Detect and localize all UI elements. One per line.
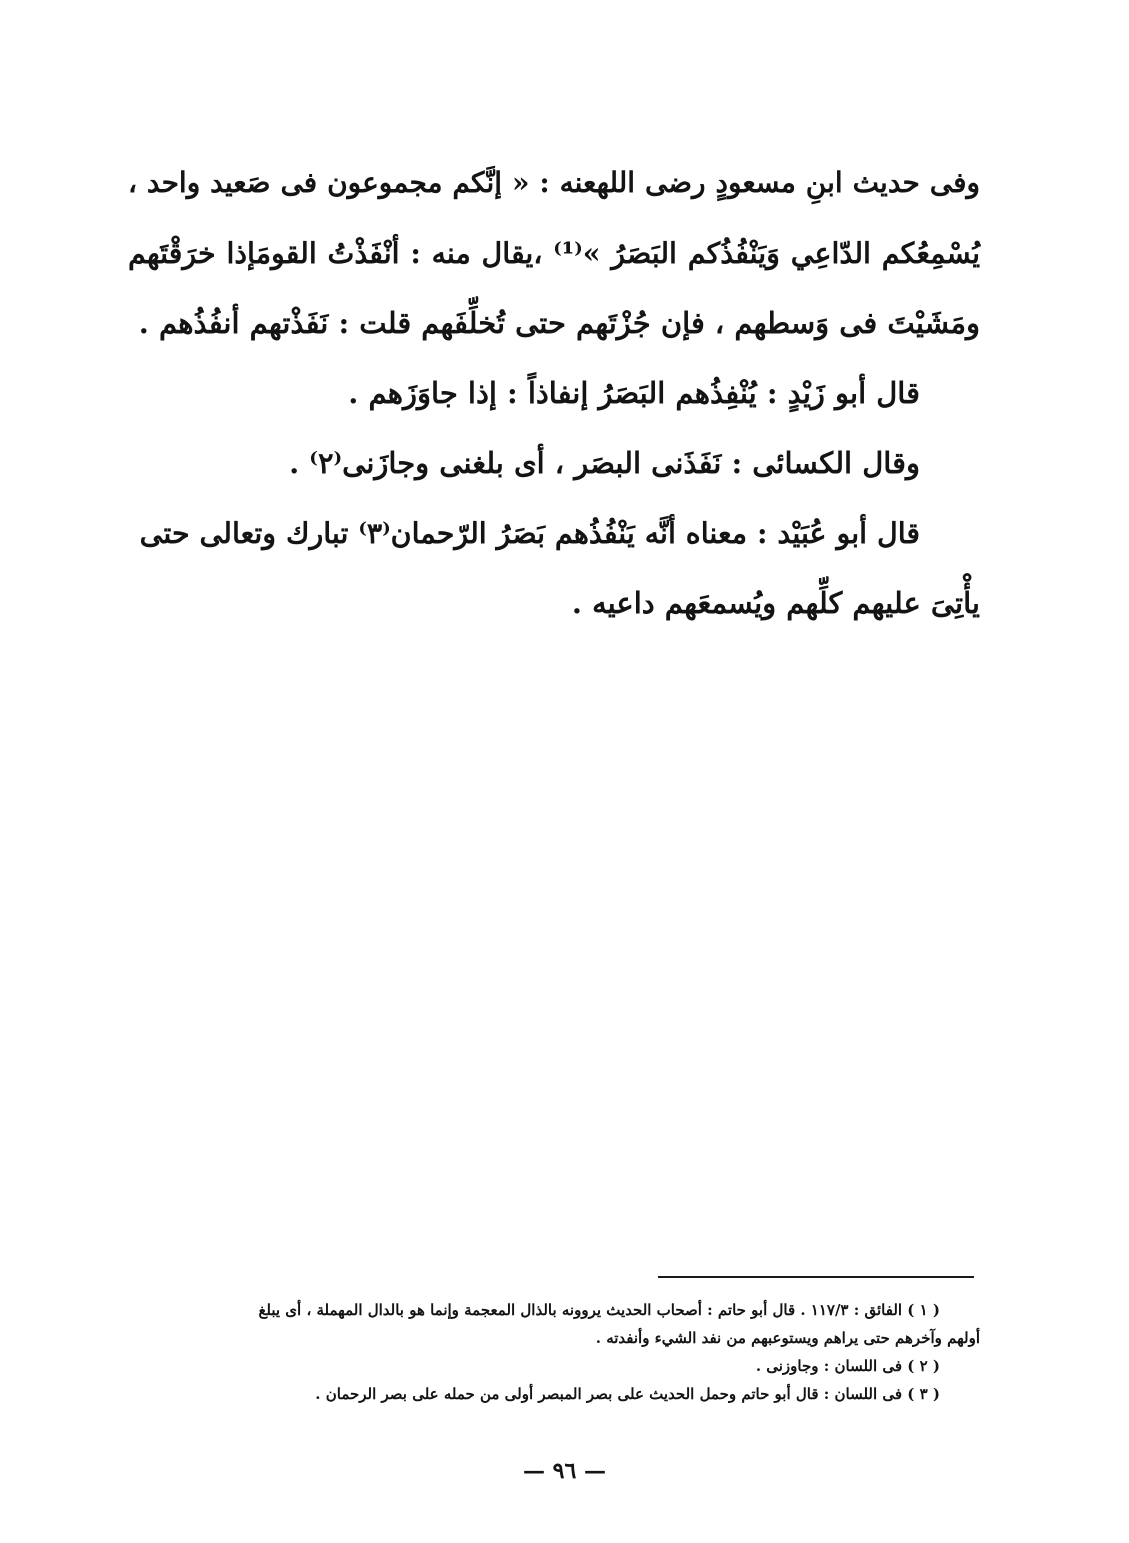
footnotes (128, 1296, 980, 1408)
text-line: يُسْمِعُكم الدّاعِي وَيَنْفُذُكم البَصَرُ »⁽¹⁾ ،يقال منه : أنْفَذْتُ القومَإذا خرَقْتَهم (128, 236, 980, 270)
footnote-line: ( ٢ ) فى اللسان : وجاوزنى . (755, 1357, 940, 1375)
footnote-divider (658, 1276, 974, 1278)
footnote-line: ( ٣ ) فى اللسان : قال أبو حاتم وحمل الحديث على بصر المبصر أولى من حمله على بصر الرحمان . (315, 1385, 940, 1403)
text-line: وقال الكسائى : نَفَذَنى البصَر ، أى بلغنى وجازَنى⁽٢⁾ . (289, 446, 920, 480)
main-text (128, 148, 980, 638)
text-line: يأْتِىَ عليهم كلِّهم ويُسمعَهم داعيه . (571, 586, 980, 620)
text-line: ومَشَيْتَ فى وَسطهم ، فإن جُزْتَهم حتى تُخلِّفَهم قلت : نَفَذْتهم أنفُذُهم . (138, 306, 980, 340)
footnote-line: ( ١ ) الفائق : ١١٧/٣ . قال أبو حاتم : أصحاب الحديث يروونه بالذال المعجمة وإنما هو بالدال المهملة ، أى يبلغ (258, 1301, 940, 1319)
footnote-line: أولهم وآخرهم حتى يراهم ويستوعبهم من نفد الشيء وأنفدته . (595, 1329, 980, 1347)
page-number: — ٩٦ — (523, 1458, 606, 1484)
text-line: قال أبو عُبَيْد : معناه أنَّه يَنْفُذُهم بَصَرُ الرّحمان⁽٣⁾ تبارك وتعالى حتى (139, 516, 920, 550)
text-line: وفى حديث ابنِ مسعودٍ رضى اللهعنه : « إنَّكم مجموعون فى صَعيد واحد ، (128, 166, 980, 199)
text-line: قال أبو زَيْدٍ : يُنْفِذُهم البَصَرُ إنفاذاً : إذا جاوَزَهم . (348, 376, 920, 410)
